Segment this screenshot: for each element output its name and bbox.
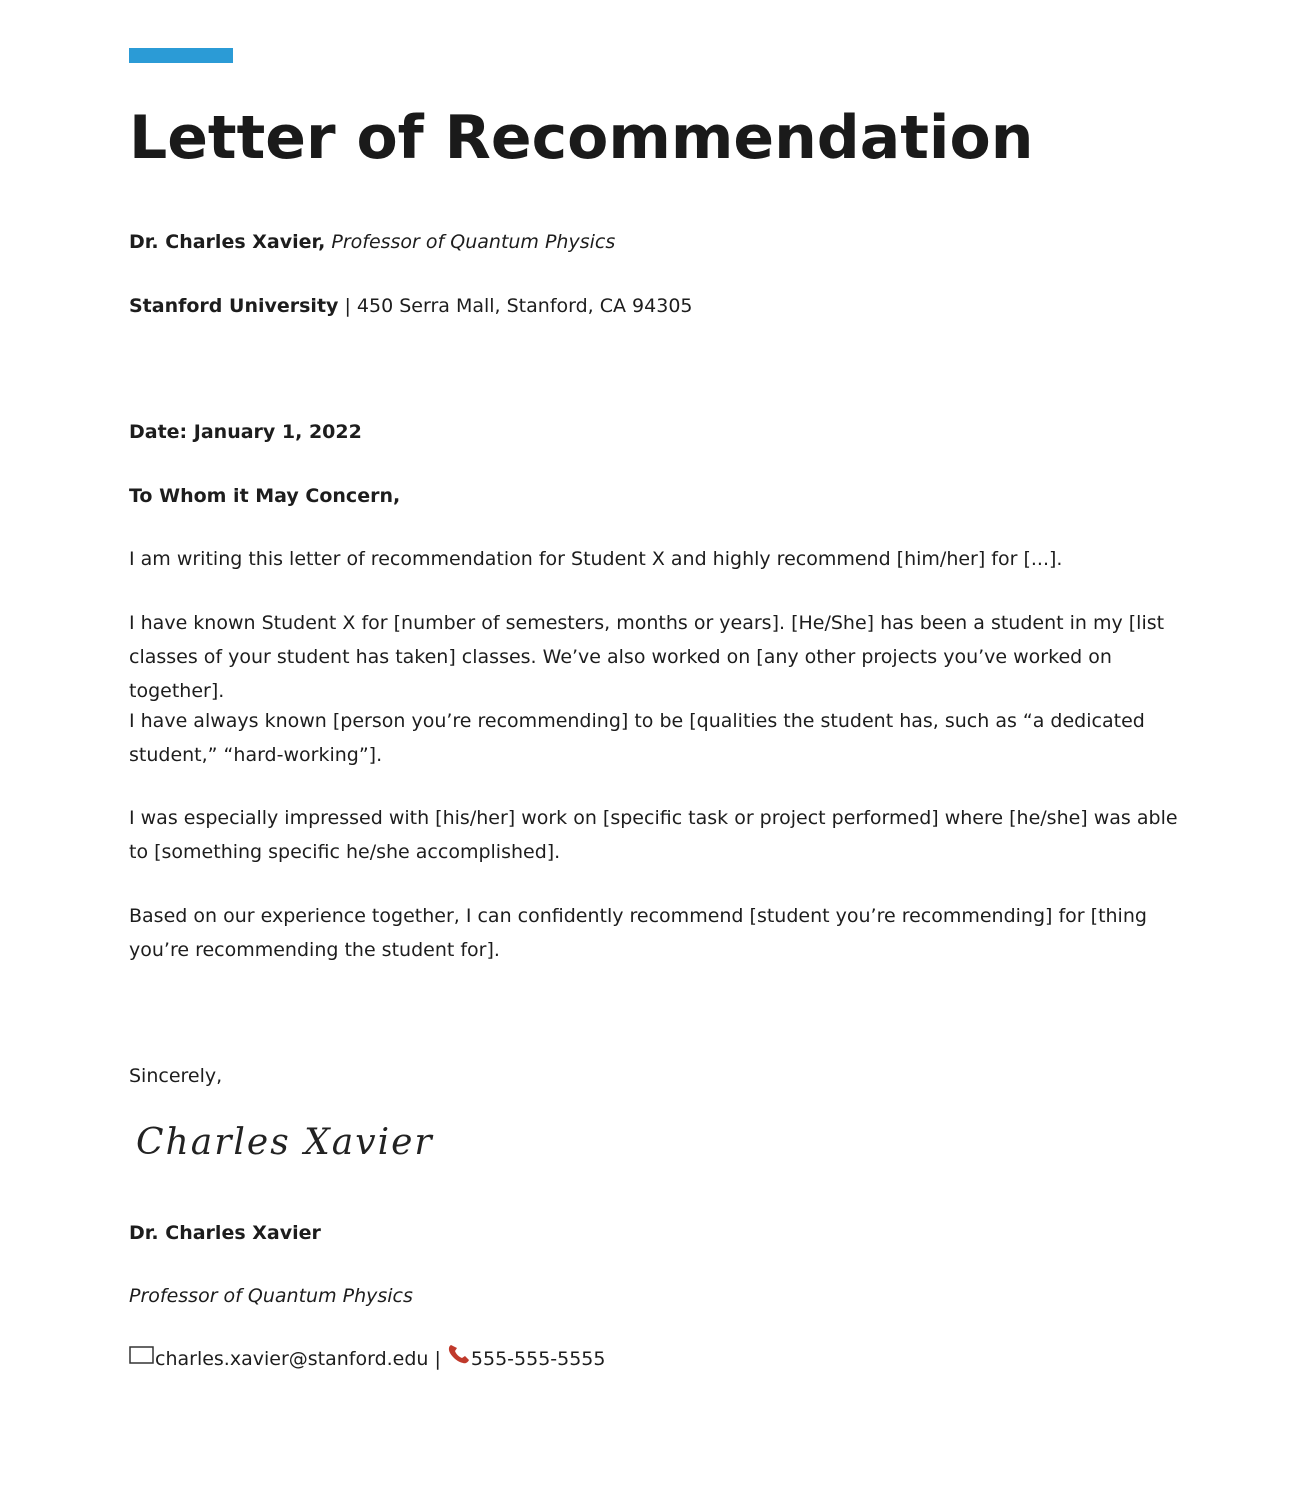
- phone-icon: [447, 1342, 471, 1376]
- handwritten-signature: Charles Xavier: [136, 1122, 434, 1163]
- paragraph-1: I am writing this letter of recommendation for Student X and highly recommend [him/her] for [...].: [129, 548, 1063, 570]
- institution-address: 450 Serra Mall, Stanford, CA 94305: [356, 295, 693, 317]
- paragraph-4: I was especially impressed with [his/her] work on [specific task or project performed] where [he/she] was able to [something specific he/she accomplished].: [129, 807, 1178, 863]
- envelope-icon: [129, 1342, 155, 1376]
- contact-separator: |: [434, 1348, 441, 1370]
- accent-bar: [129, 48, 233, 63]
- sender-position: Professor of Quantum Physics: [331, 231, 616, 253]
- paragraph-3: I have always known [person you’re recommending] to be [qualities the student has, such as “a dedicated student,” “hard-working”].: [129, 710, 1145, 766]
- contact-phone[interactable]: 555-555-5555: [470, 1348, 606, 1370]
- contact-email[interactable]: charles.xavier@stanford.edu: [155, 1348, 429, 1370]
- closing: Sincerely,: [129, 1065, 223, 1087]
- letter-date: Date: January 1, 2022: [129, 421, 362, 443]
- institution-line: [129, 289, 693, 323]
- sender-line: [129, 225, 615, 259]
- paragraph-5: Based on our experience together, I can confidently recommend [student you’re recommending] for [thing you’re recommending the student for].: [129, 905, 1147, 961]
- paragraph-2: I have known Student X for [number of semesters, months or years]. [He/She] has been a student in my [list classes of your student has taken] classes. We’ve also worked on [any other projects you’ve worked on together].: [129, 612, 1165, 702]
- institution-separator: |: [344, 295, 351, 317]
- contact-line: [129, 1342, 606, 1376]
- signer-name: Dr. Charles Xavier: [129, 1222, 321, 1244]
- institution-name: Stanford University: [129, 295, 339, 317]
- salutation: To Whom it May Concern,: [129, 485, 401, 507]
- sender-name: Dr. Charles Xavier,: [129, 231, 326, 253]
- page-title: Letter of Recommendation: [129, 103, 1034, 173]
- signer-position: Professor of Quantum Physics: [129, 1285, 413, 1307]
